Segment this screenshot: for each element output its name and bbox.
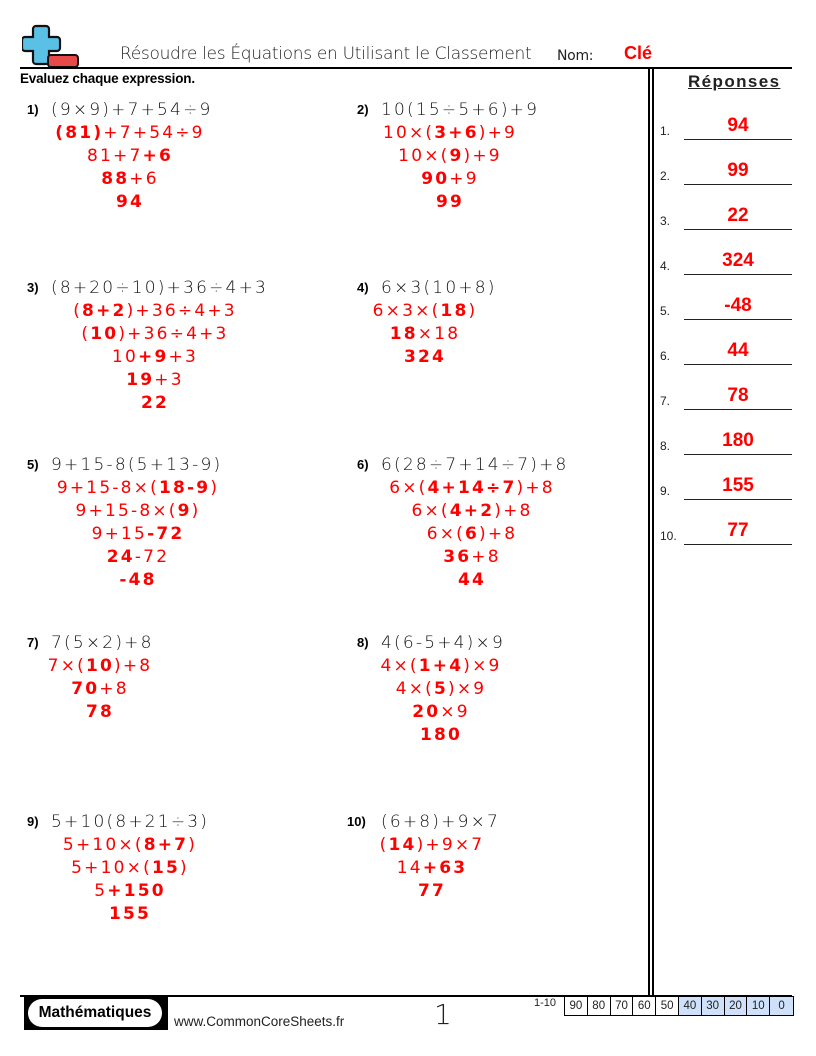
problem-expression: 10(15÷5+6)+9 <box>381 100 540 120</box>
solution-step: 22 <box>140 393 170 413</box>
solution-step: 78 <box>85 702 115 722</box>
problem-expression: 5+10(8+21÷3) <box>51 812 210 832</box>
problem-number: 5) <box>27 457 39 472</box>
answer-value: 324 <box>722 250 754 271</box>
answer-line <box>684 229 792 231</box>
answer-line <box>684 274 792 276</box>
score-cell: 40 <box>679 997 702 1015</box>
solution-step: 4×(5)×9 <box>395 679 487 699</box>
problem-number: 7) <box>27 635 39 650</box>
answer-line <box>684 409 792 411</box>
answer-line <box>684 544 792 546</box>
answer-number: 7. <box>660 394 671 408</box>
answers-title: Réponses <box>688 72 781 91</box>
problem-number: 10) <box>347 814 366 829</box>
solution-step: 6×3×(18) <box>372 301 478 321</box>
solution-step: 9+15-8×(18-9) <box>56 478 220 498</box>
problem-number: 3) <box>27 280 39 295</box>
page-number: 1 <box>434 998 452 1031</box>
answer-line <box>684 499 792 501</box>
answer-row <box>660 470 792 500</box>
answer-number: 6. <box>660 349 671 363</box>
solution-step: 10×(9)+9 <box>398 146 502 166</box>
worksheet-title: Résoudre les Équations en Utilisant le Classement <box>120 44 532 64</box>
score-cell: 50 <box>656 997 679 1015</box>
answer-value: -48 <box>724 295 752 316</box>
solution-step: 9+15-8×(9) <box>75 501 201 521</box>
score-cell: 0 <box>770 997 793 1015</box>
answer-number: 4. <box>660 259 671 273</box>
solution-step: 9+15-72 <box>91 524 185 544</box>
solution-step: 10×(3+6)+9 <box>382 123 518 143</box>
solution-step: 324 <box>403 347 447 367</box>
answer-value: 99 <box>727 160 749 181</box>
answer-line <box>684 184 792 186</box>
solution-step: 36+8 <box>443 547 501 567</box>
problem-expression: (8+20÷10)+36÷4+3 <box>51 278 269 298</box>
answer-number: 9. <box>660 484 671 498</box>
answer-value: 180 <box>722 430 754 451</box>
problem-expression: 7(5×2)+8 <box>51 633 154 653</box>
answer-value: 44 <box>727 340 749 361</box>
solution-step: 5+150 <box>94 881 166 901</box>
solution-step: 180 <box>419 725 463 745</box>
answer-row <box>660 380 792 410</box>
answer-value: 22 <box>727 205 749 226</box>
answer-line <box>684 319 792 321</box>
problem-number: 2) <box>357 102 369 117</box>
solution-step: 90+9 <box>421 169 479 189</box>
solution-step: 81+7+6 <box>87 146 173 166</box>
answer-line <box>684 364 792 366</box>
answer-number: 10. <box>660 529 677 543</box>
solution-step: (81)+7+54÷9 <box>55 123 205 143</box>
problem-number: 6) <box>357 457 369 472</box>
solution-step: 6×(4+2)+8 <box>411 501 533 521</box>
answer-value: 77 <box>727 520 749 541</box>
answers-column-divider <box>648 68 654 996</box>
answer-value: 155 <box>722 475 754 496</box>
score-cell: 10 <box>747 997 770 1015</box>
answer-number: 8. <box>660 439 671 453</box>
solution-step: 70+8 <box>71 679 129 699</box>
solution-step: 4×(1+4)×9 <box>380 656 502 676</box>
answer-row <box>660 245 792 275</box>
problem-expression: 6(28÷7+14÷7)+8 <box>381 455 569 475</box>
header-divider <box>20 67 792 69</box>
score-cell: 70 <box>611 997 634 1015</box>
solution-step: 44 <box>457 570 487 590</box>
answer-value: 94 <box>727 115 749 136</box>
answer-row <box>660 515 792 545</box>
name-value: Clé <box>624 43 653 63</box>
problem-expression: 9+15-8(5+13-9) <box>51 455 223 475</box>
answer-line <box>684 454 792 456</box>
solution-step: 155 <box>108 904 152 924</box>
solution-step: (14)+9×7 <box>379 835 485 855</box>
solution-step: 88+6 <box>101 169 159 189</box>
answer-number: 3. <box>660 214 671 228</box>
problem-expression: 6×3(10+8) <box>381 278 497 298</box>
subject-badge: Mathématiques <box>28 999 162 1027</box>
answer-line <box>684 139 792 141</box>
answer-number: 1. <box>660 124 671 138</box>
problem-number: 9) <box>27 814 39 829</box>
answer-number: 2. <box>660 169 671 183</box>
solution-step: -48 <box>119 570 157 590</box>
solution-step: 18×18 <box>389 324 461 344</box>
problem-number: 8) <box>357 635 369 650</box>
solution-step: 24-72 <box>106 547 170 567</box>
answer-row <box>660 200 792 230</box>
score-cell: 60 <box>633 997 656 1015</box>
answer-row <box>660 425 792 455</box>
solution-step: 94 <box>115 192 145 212</box>
solution-step: 6×(4+14÷7)+8 <box>389 478 555 498</box>
solution-step: 20×9 <box>412 702 470 722</box>
solution-step: 14+63 <box>396 858 468 878</box>
solution-step: 5+10×(8+7) <box>62 835 198 855</box>
solution-step: 77 <box>417 881 447 901</box>
solution-step: (8+2)+36÷4+3 <box>73 301 237 321</box>
site-url: www.CommonCoreSheets.fr <box>174 1014 345 1029</box>
answer-row <box>660 335 792 365</box>
solution-step: 10+9+3 <box>112 347 198 367</box>
problem-expression: (6+8)+9×7 <box>381 812 501 832</box>
answer-row <box>660 155 792 185</box>
solution-step: (10)+36÷4+3 <box>81 324 229 344</box>
score-cell: 90 <box>565 997 588 1015</box>
problem-expression: 4(6-5+4)×9 <box>381 633 505 653</box>
solution-step: 99 <box>435 192 465 212</box>
score-cell: 80 <box>588 997 611 1015</box>
solution-step: 7×(10)+8 <box>47 656 153 676</box>
solution-step: 5+10×(15) <box>71 858 189 878</box>
answer-value: 78 <box>727 385 749 406</box>
solution-step: 19+3 <box>126 370 184 390</box>
problem-expression: (9×9)+7+54÷9 <box>51 100 213 120</box>
score-cell: 20 <box>725 997 748 1015</box>
problem-number: 4) <box>357 280 369 295</box>
score-table <box>564 996 794 1016</box>
problem-number: 1) <box>27 102 39 117</box>
answer-number: 5. <box>660 304 671 318</box>
score-cell: 30 <box>702 997 725 1015</box>
answer-row <box>660 290 792 320</box>
score-range-label: 1-10 <box>534 997 557 1009</box>
answer-row <box>660 110 792 140</box>
name-label: Nom: <box>557 48 594 64</box>
instructions: Evaluez chaque expression. <box>20 71 195 86</box>
plus-minus-icon <box>22 24 80 68</box>
solution-step: 6×(6)+8 <box>426 524 518 544</box>
